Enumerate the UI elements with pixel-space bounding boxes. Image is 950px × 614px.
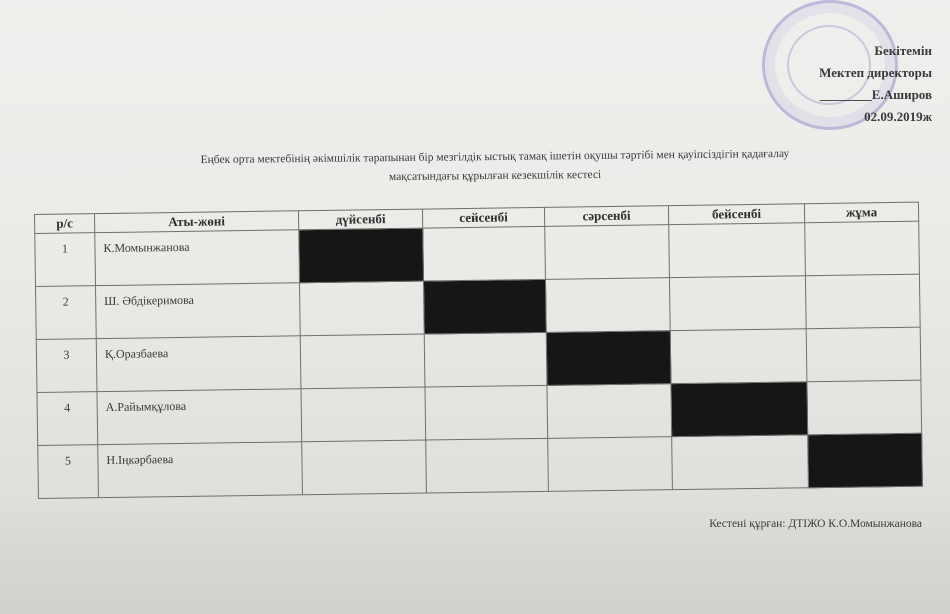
duty-cell (545, 278, 670, 333)
row-name: Қ.Оразбаева (96, 336, 301, 392)
duty-cell (805, 221, 920, 276)
header-thursday: бейсенбі (668, 204, 804, 225)
row-number: 2 (36, 286, 97, 340)
approval-signature: ________Е.Аширов (819, 87, 932, 102)
header-wednesday: сәрсенбі (544, 206, 668, 227)
duty-cell (670, 329, 807, 384)
duty-cell (672, 435, 809, 490)
duty-cell (423, 279, 546, 334)
title-line-2: мақсатындағы құрылған кезекшілік кестесі (388, 168, 602, 184)
header-name: Аты-жөні (95, 211, 299, 233)
duty-cell (300, 334, 425, 389)
duty-cell (425, 385, 548, 440)
title-line-1: Еңбек орта мектебінің әкімшілік тарапынан бір мезгілдік ыстық тамақ ішетін оқушы тәртібі мен қауіпсіздігін қадағалау (200, 147, 790, 167)
approval-title: Бекітемін (874, 43, 932, 58)
approval-date: 02.09.2019ж (864, 109, 932, 124)
row-number: 5 (38, 445, 99, 499)
compiled-by-note: Кестені құрған: ДТІЖО К.О.Момынжанова (709, 518, 922, 530)
row-number: 3 (36, 339, 97, 393)
duty-cell (546, 331, 671, 386)
duty-cell (806, 327, 921, 382)
duty-cell (301, 387, 426, 442)
row-name: К.Момынжанова (95, 230, 300, 286)
row-name: Ш. Әбдікеримова (96, 283, 301, 339)
row-name: А.Райымқұлова (97, 389, 302, 445)
duty-cell (423, 226, 546, 281)
duty-cell (807, 380, 922, 435)
duty-cell (426, 438, 549, 493)
duty-cell (548, 437, 673, 492)
duty-cell (299, 228, 424, 283)
duty-cell (547, 384, 672, 439)
duty-cell (302, 440, 427, 495)
header-friday: жұма (804, 202, 918, 223)
approval-block (819, 40, 932, 128)
document-title (60, 143, 930, 190)
duty-cell (805, 274, 920, 329)
duty-cell (669, 223, 806, 278)
duty-cell (299, 281, 424, 336)
duty-cell (669, 276, 806, 331)
header-rs: р/с (35, 214, 95, 234)
row-number: 1 (35, 233, 96, 287)
header-tuesday: сейсенбі (422, 207, 544, 228)
header-monday: дүйсенбі (298, 209, 422, 230)
duty-schedule-table (34, 202, 923, 499)
duty-cell (424, 332, 547, 387)
row-number: 4 (37, 392, 98, 446)
duty-cell (545, 225, 670, 280)
approval-position: Мектеп директоры (819, 65, 932, 80)
table-row (38, 433, 923, 498)
duty-cell (671, 382, 808, 437)
row-name: Н.Іңкәрбаева (98, 442, 303, 498)
duty-cell (808, 433, 923, 488)
